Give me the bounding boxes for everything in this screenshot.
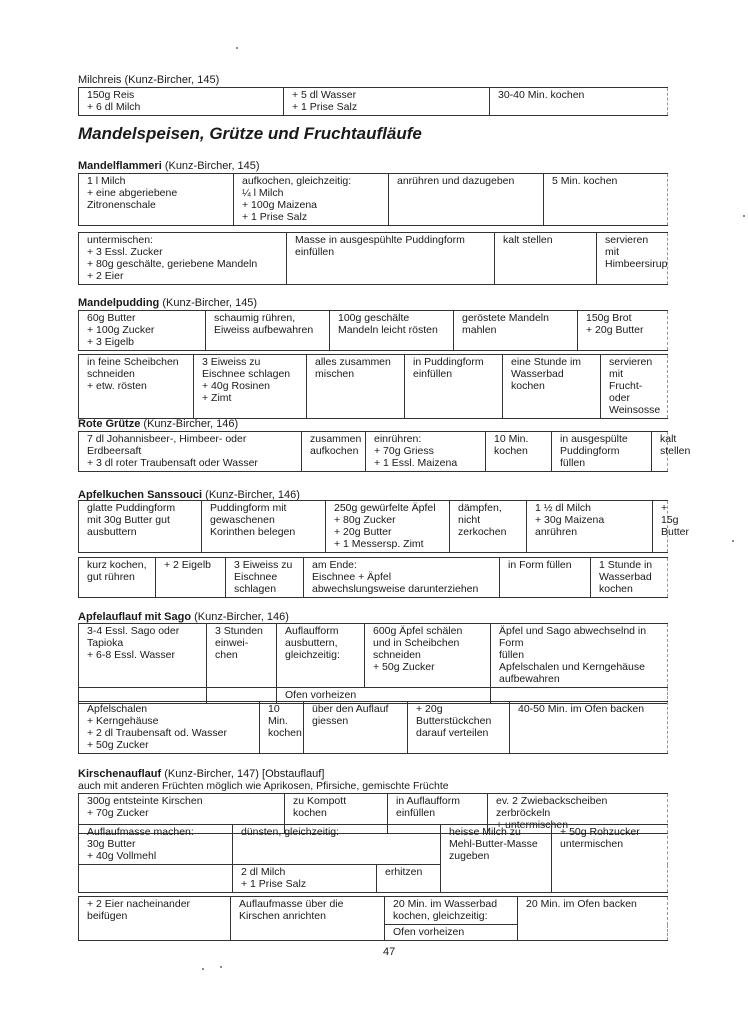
table-cell: Auflaufmasse machen: 30g Butter + 40g Vollmehl (79, 825, 233, 865)
table-cell: 3-4 Essl. Sago oder Tapioka + 6-8 Essl. Wasser (79, 624, 207, 688)
table-cell: Puddingform mit gewaschenen Korinthen belegen (202, 501, 326, 553)
apfelkuchen-table-1 (78, 500, 690, 553)
table-cell: Ofen vorheizen (385, 925, 518, 941)
mandelpudding-table-2 (78, 354, 668, 419)
scan-speck (732, 540, 734, 542)
table-cell: Auflaufmasse über die Kirschen anrichten (231, 897, 385, 941)
mandelflammeri-table-2 (78, 232, 668, 285)
table-cell: + 50g Rohzucker untermischen (552, 825, 668, 893)
table-row (79, 702, 668, 754)
kirschenauflauf-table-3 (78, 896, 668, 941)
recipe-source: (Kunz-Bircher, 146) (194, 611, 289, 623)
table-cell: eine Stunde im Wasserbad kochen (503, 355, 601, 419)
recipe-name: Rote Grütze (78, 418, 141, 430)
table-cell: in Auflaufform einfüllen (388, 794, 488, 834)
table-cell: 150g Reis + 6 dl Milch (79, 88, 284, 116)
table-cell: anrühren und dazugeben (389, 174, 544, 226)
table-cell: geröstete Mandeln mahlen (454, 311, 578, 351)
table-cell: untermischen: + 3 Essl. Zucker + 80g geschälte, geriebene Mandeln + 2 Eier (79, 233, 287, 285)
table-cell: 1 ½ dl Milch + 30g Maizena anrühren (527, 501, 653, 553)
table-cell: + 5 dl Wasser + 1 Prise Salz (284, 88, 490, 116)
table-cell: kalt stellen (495, 233, 597, 285)
table-cell: 5 Min. kochen (544, 174, 668, 226)
recipe-title-kirschenauflauf (78, 768, 324, 780)
table-cell: in Puddingform einfüllen (405, 355, 503, 419)
table-cell: kurz kochen, gut rühren (79, 558, 156, 598)
table-row (79, 558, 668, 598)
table-cell: + 20g Butterstückchen darauf verteilen (408, 702, 510, 754)
table-row (79, 825, 668, 865)
scan-speck (743, 215, 745, 217)
table-cell: 20 Min. im Wasserbad kochen, gleichzeitig: (385, 897, 518, 925)
table-cell: 1 l Milch + eine abgeriebene Zitronenschale (79, 174, 234, 226)
recipe-source: (Kunz-Bircher, 147) [Obstauflauf] (164, 768, 325, 780)
table-cell: 10 Min. kochen (486, 432, 552, 472)
table-cell: Apfelschalen + Kerngehäuse + 2 dl Traubensaft od. Wasser + 50g Zucker (79, 702, 260, 754)
scan-speck (202, 968, 204, 970)
table-cell: servieren mit Frucht- oder Weinsosse (601, 355, 668, 419)
table-row (79, 432, 668, 472)
recipe-name: Mandelflammeri (78, 160, 162, 172)
recipe-title-mandelpudding (78, 297, 257, 309)
recipe-name: Apfelkuchen Sanssouci (78, 489, 203, 501)
table-cell: + 2 Eier nacheinander beifügen (79, 897, 231, 941)
table-cell: + 2 Eigelb (156, 558, 226, 598)
table-row (79, 88, 668, 116)
table-cell: dämpfen, nicht zerkochen (450, 501, 527, 553)
table-cell: zu Kompott kochen (285, 794, 388, 834)
table-cell: Äpfel und Sago abwechselnd in Form füllen Apfelschalen und Kerngehäuse aufbewahren (491, 624, 668, 688)
recipe-title-apfelauflauf (78, 611, 289, 623)
recipe-note: auch mit anderen Früchten möglich wie Aprikosen, Pfirsiche, gemischte Früchte (78, 780, 449, 792)
table-cell: am Ende: Eischnee + Äpfel abwechslungsweise darunterziehen (304, 558, 500, 598)
table-cell: 20 Min. im Ofen backen (518, 897, 668, 941)
recipe-name: Milchreis (78, 74, 122, 86)
recipe-name: Mandelpudding (78, 297, 160, 309)
recipe-name: Kirschenauflauf (78, 768, 162, 780)
table-cell: heisse Milch zu Mehl-Butter-Masse zugeben (441, 825, 552, 893)
table-cell: 3 Eiweiss zu Eischnee schlagen + 40g Rosinen + Zimt (194, 355, 307, 419)
table-cell: + 15g Butter (653, 501, 668, 553)
page-number: 47 (383, 946, 396, 958)
table-cell: 60g Butter + 100g Zucker + 3 Eigelb (79, 311, 206, 351)
table-cell: erhitzen (377, 865, 441, 893)
table-cell: einrühren: + 70g Griess + 1 Essl. Maizena (366, 432, 486, 472)
table-cell: 300g entsteinte Kirschen + 70g Zucker (79, 794, 285, 834)
scan-speck (220, 966, 222, 968)
table-cell: glatte Puddingform mit 30g Butter gut ausbuttern (79, 501, 202, 553)
recipe-source: (Kunz-Bircher, 145) (164, 160, 260, 172)
recipe-source: (Kunz-Bircher, 145) (162, 297, 258, 309)
table-cell: über den Auflauf giessen (304, 702, 408, 754)
table-cell: 250g gewürfelte Äpfel + 80g Zucker + 20g Butter + 1 Messersp. Zimt (326, 501, 450, 553)
table-cell: Ofen vorheizen (277, 688, 491, 704)
recipe-source: (Kunz-Bircher, 145) (124, 74, 220, 86)
table-cell: in feine Scheibchen schneiden + etw. rösten (79, 355, 194, 419)
recipe-source: (Kunz-Bircher, 146) (205, 489, 300, 501)
mandelpudding-table-1 (78, 310, 668, 351)
kirschenauflauf-table-2 (78, 824, 668, 893)
table-cell: 100g geschälte Mandeln leicht rösten (330, 311, 454, 351)
table-cell: 10 Min. kochen (260, 702, 304, 754)
table-cell: 1 Stunde in Wasserbad kochen (591, 558, 668, 598)
table-cell: ev. 2 Zwiebackscheiben zerbröckeln + untermischen (488, 794, 668, 834)
table-cell: in Form füllen (500, 558, 591, 598)
chapter-title: Mandelspeisen, Grütze und Fruchtaufläufe (78, 124, 422, 143)
table-cell: dünsten, gleichzeitig: (233, 825, 441, 865)
table-row (79, 355, 668, 419)
table-row (79, 174, 668, 226)
table-cell: aufkochen, gleichzeitig: ¼ l Milch + 100g Maizena + 1 Prise Salz (234, 174, 389, 226)
table-cell: in ausgespülte Puddingform füllen (552, 432, 652, 472)
table-row (79, 624, 668, 688)
table-cell: 600g Äpfel schälen und in Scheibchen schneiden + 50g Zucker (365, 624, 491, 688)
table-cell (79, 865, 233, 893)
apfelkuchen-table-2 (78, 557, 668, 598)
rote-gruetze-table (78, 431, 691, 472)
recipe-title-milchreis (78, 74, 219, 86)
table-cell: 2 dl Milch + 1 Prise Salz (233, 865, 377, 893)
table-cell: Masse in ausgespühlte Puddingform einfüllen (287, 233, 495, 285)
table-cell: alles zusammen mischen (307, 355, 405, 419)
table-cell: 3 Stunden einwei- chen (207, 624, 277, 688)
table-cell: 7 dl Johannisbeer-, Himbeer- oder Erdbeersaft + 3 dl roter Traubensaft oder Wasser (79, 432, 302, 472)
table-row (79, 233, 668, 285)
mandelflammeri-table-1 (78, 173, 668, 226)
recipe-source: (Kunz-Bircher, 146) (143, 418, 239, 430)
recipe-name: Apfelauflauf mit Sago (78, 611, 192, 623)
table-cell: schaumig rühren, Eiweiss aufbewahren (206, 311, 330, 351)
apfelauflauf-table-1 (78, 623, 668, 704)
table-cell: kalt stellen (652, 432, 668, 472)
table-row (79, 311, 668, 351)
table-cell: zusammen aufkochen (302, 432, 366, 472)
recipe-title-mandelflammeri (78, 160, 260, 172)
table-cell: 30-40 Min. kochen (490, 88, 668, 116)
table-cell: 3 Eiweiss zu Eischnee schlagen (226, 558, 304, 598)
recipe-title-rote-gruetze (78, 418, 238, 430)
apfelauflauf-table-2 (78, 701, 668, 754)
table-cell: 40-50 Min. im Ofen backen (510, 702, 668, 754)
milchreis-table (78, 87, 668, 116)
table-row (79, 897, 668, 925)
table-cell: servieren mit Himbeersirup (597, 233, 668, 285)
table-row (79, 501, 668, 553)
table-cell: 150g Brot + 20g Butter (578, 311, 668, 351)
scan-speck (236, 47, 238, 49)
table-cell: Auflaufform ausbuttern, gleichzeitig: (277, 624, 365, 688)
